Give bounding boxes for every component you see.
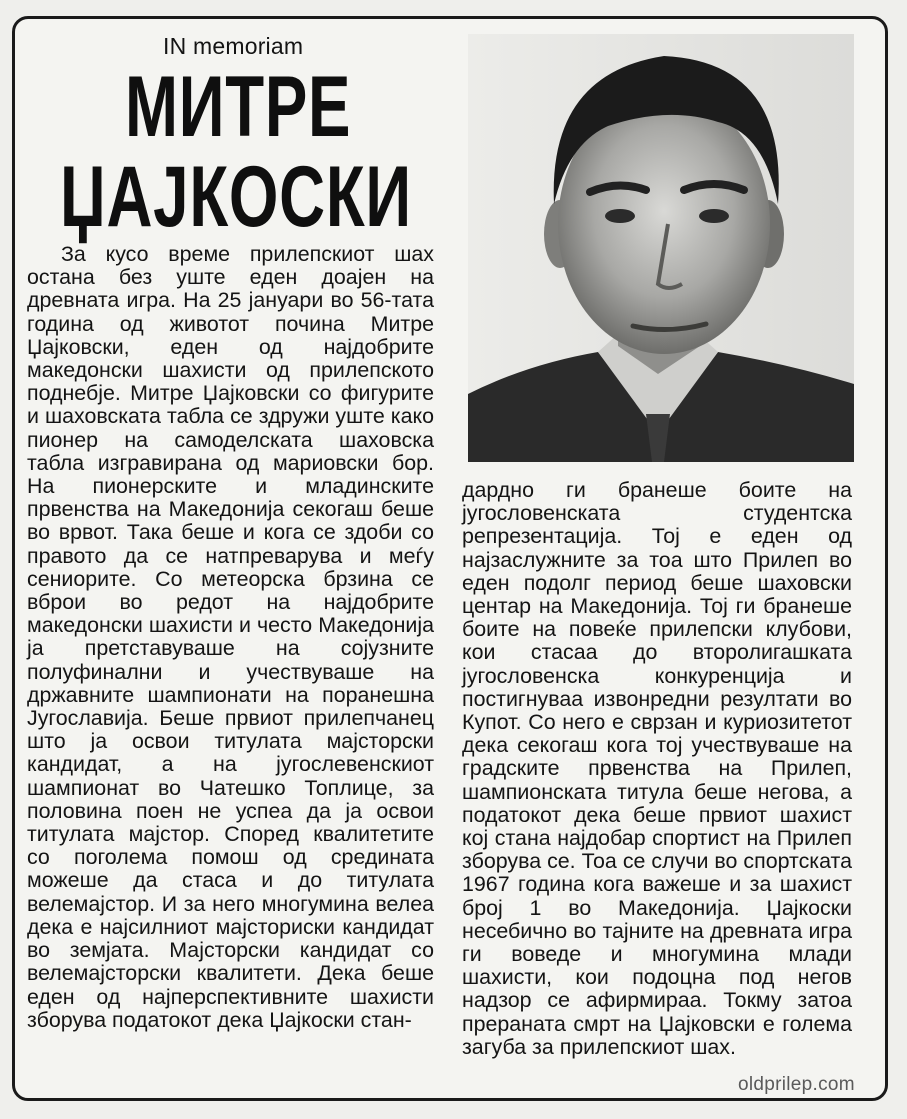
article-column-right: дардно ги бранеше боите на југословенската студентска репрезентација. Тој е еден од најзаслужните за тоа што Прилеп во еден подолг период беше шаховски центар на Македонија. Тој ги бранеше боите на повеќе прилепски клубови, кои стасаа до второлигашката југословенска конкуренција и постигнуваа извонредни резултати во Купот. Со него е сврзан и куриозитетот дека секогаш кога тој учествуваше на градските првенства на Прилеп, шампионската титула беше негова, а податокот дека беше првиот шахист кој стана најдобар спортист на Прилеп зборува се. Тоа се случи во спортската 1967 година кога важеше и за шахист број 1 во Македонија. Џајкоски несебично во тајните на древната игра ги воведе и многумина млади шахисти, кои подоцна под негов надзор се афирмираа. Токму затоа прераната смрт на Џајковски е голема загуба за прилепскиот шах. xyxy=(462,478,852,1059)
article-column-left: За кусо време прилепскиот шах остана без уште еден доајен на древната игра. На 25 јануари во 56-тата година од животот почина Митре Џајковски, еден од најдобрите македонски шахисти од прилепското поднебје. Митре Џајковски со фигурите и шаховската табла се здружи уште како пионер на самоделската шаховска табла изгравирана од мариовски бор. На пионерските и младинските првенства на Македонија секогаш беше во врвот. Така беше и кога се здоби со правото да се натпреварува и меѓу сениорите. Со метеорска брзина се вброи во редот на најдобрите македонски шахисти и често Македонија ја претставуваше на сојузните полуфинални и учествуваше на државните шампионати на поранешна Југославија. Беше првиот прилепчанец што ја освои титулата мајсторски кандидат, а на југослевенскиот шампионат во Чатешко Топлице, за половина поен не успеа да ја освои титулата мајстор. Според квалитетите со поголема помош од средината можеше да стаса и до титулата велемајстор. И за него многумина велеа дека е најсилниот мајсториски кандидат во земјата. Мајсторски кандидат со велемајсторски квалитети. Дека беше еден од најперспективните шахисти зборува податокот дека Џајкоски стан- xyxy=(27,242,434,1032)
headline-first-name: МИТРЕ xyxy=(125,59,352,155)
portrait-image xyxy=(468,34,854,462)
watermark: oldprilep.com xyxy=(738,1074,855,1095)
headline-last-name: ЏАЈКОСКИ xyxy=(60,149,412,245)
article-kicker: IN memoriam xyxy=(163,33,304,59)
portrait-photo xyxy=(468,34,854,462)
